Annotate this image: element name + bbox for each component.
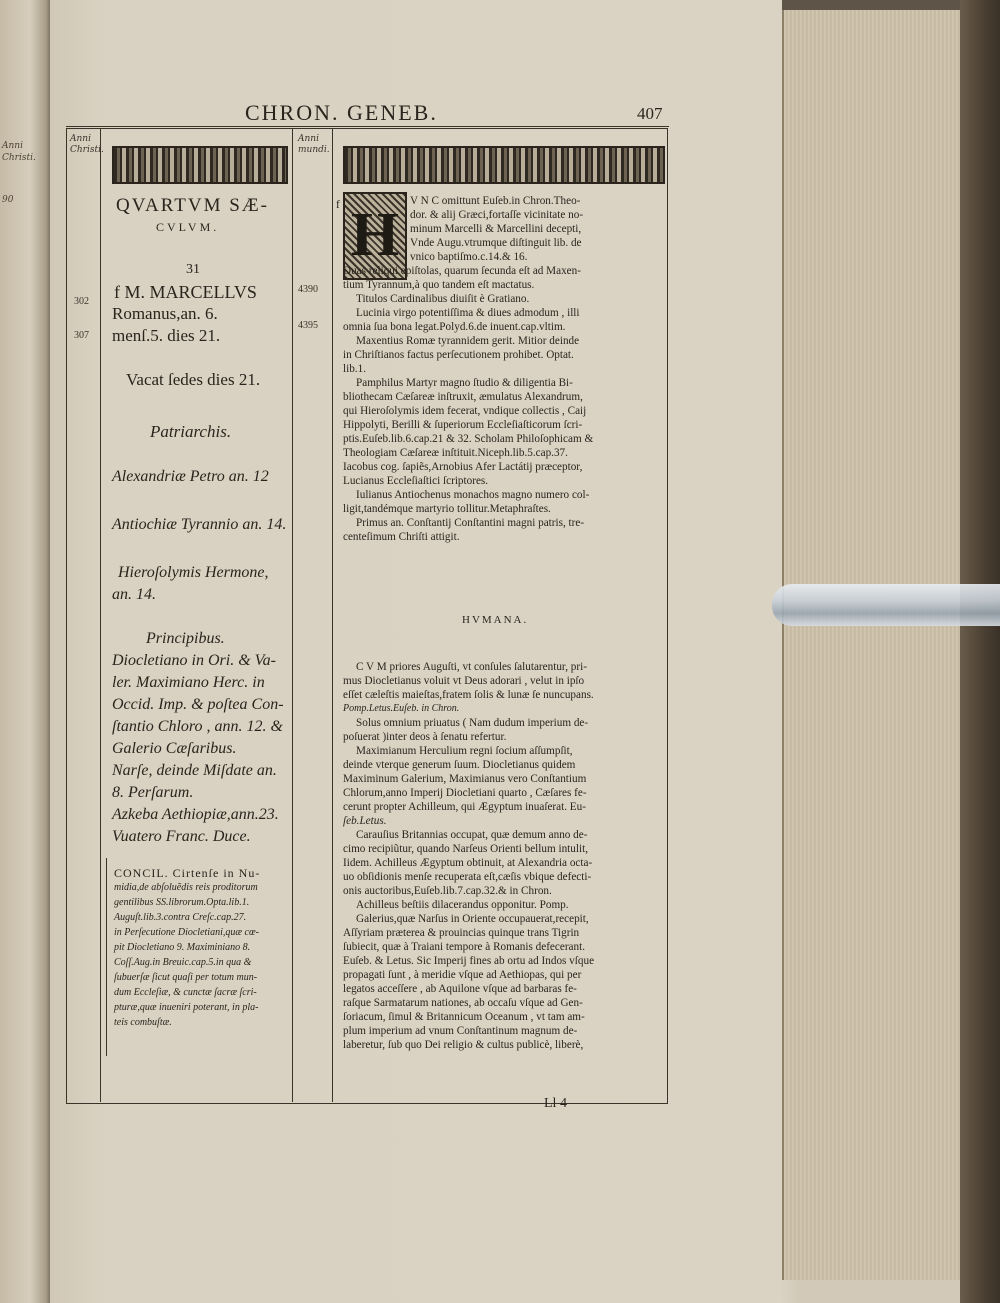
text-line: Maxentius Romæ tyrannidem gerit. Mitior deinde: [356, 335, 580, 347]
hierosolymis-line-1: Hieroſolymis Hermone,: [118, 564, 269, 581]
glass-bookmark: [772, 584, 1000, 626]
left-page-fragment: Anni Christi. 90: [2, 141, 36, 205]
principibus-line: Principibus.: [146, 630, 225, 647]
page-number: 407: [637, 104, 663, 123]
text-line: Maximianum Herculium regni ſocium aſſumpſit,: [356, 745, 573, 757]
text-line: Iulianus Antiochenus monachos magno numero col-: [356, 489, 590, 501]
text-line: bliothecam Cæſareæ inſtruxit, æmulatus Alexandrum,: [343, 391, 583, 403]
running-head: CHRON. GENEB.: [245, 100, 438, 125]
text-line: propagati ſunt , à meridie vſque ad Aethiopas, qui per: [343, 969, 582, 981]
text-line: Chlorum,anno Imperij Diocletiani quarto , Cæſares fe-: [343, 787, 587, 799]
text-line: Theologiam Cæſareæ inſtituit.Niceph.lib.5.cap.37.: [343, 447, 568, 459]
text-line: ſubiecit, quæ à Traiani tempore à Romanis defecerant.: [343, 941, 586, 953]
text-line: Primus an. Conſtantij Conſtantini magni patris, tre-: [356, 517, 585, 529]
text-line: Vnde Augu.vtrumque diſtinguit lib. de: [410, 237, 582, 249]
text-line: lib.1.: [343, 363, 366, 375]
pope-line-2: Romanus,an. 6.: [112, 304, 218, 323]
text-line: cerunt propter Achilleum, qui Ægyptum inuaſerat. Eu-: [343, 801, 586, 813]
margin-head-mundi: Anni mundi.: [298, 134, 330, 155]
pope-number: 31: [186, 262, 200, 277]
text-line: eſſet cæleſtis maieſtas,fratem ſolis & lunæ ſe nuncupans.: [343, 689, 594, 701]
hierosolymis-line-2: an. 14.: [112, 586, 156, 603]
text-line: qui Hieroſolymis idem fecerat, vndique collectis , Caij: [343, 405, 587, 417]
year-christi: 302: [74, 296, 89, 307]
text-line: raſque Sarmatarum nationes, ab occaſu vſque ad Gen-: [343, 997, 583, 1009]
text-line: cimo recipiũtur, quando Narſeus Orienti bellum intulit,: [343, 843, 588, 855]
text-line: deinde vterque generum ſuum. Diocletianus quidem: [343, 759, 576, 771]
principibus-line: ler. Maximiano Herc. in: [112, 674, 265, 691]
text-line: legatos acceſſere , ab Aquilone vſque ad barbaras fe-: [343, 983, 577, 995]
column-rule: [292, 128, 293, 1102]
century-title: QVARTVM SÆ-: [116, 195, 270, 216]
text-line: laberetur, ſub quo Dei religio & cultus publicè, liberè,: [343, 1039, 584, 1051]
principibus-line: ſtantio Chloro , ann. 12. &: [112, 718, 283, 735]
text-line: Titulos Cardinalibus diuiſit è Gratiano.: [356, 293, 530, 305]
century-title-2: CVLVM.: [156, 220, 220, 234]
text-line: Aſſyriam præterea & prouincias quinque trans Tigrin: [343, 927, 580, 939]
pope-line-1: f M. MARCELLVS: [114, 282, 257, 302]
text-line: Pamphilus Martyr magno ſtudio & diligentia Bi-: [356, 377, 573, 389]
text-line: V N C omittunt Euſeb.in Chron.Theo-: [410, 195, 581, 207]
pope-line-3: menſ.5. dies 21.: [112, 326, 221, 345]
text-line: minum Marcelli & Marcellini decepti,: [410, 223, 582, 235]
text-line: Achilleus beſtiis dilacerandus opponitur. Pomp.: [356, 899, 569, 911]
text-line: Lucianus Eccleſiaſtici ſcriptores.: [343, 475, 489, 487]
text-line: ligit,tandémque martyrio tollitur.Metaphraſtes.: [343, 503, 551, 515]
concil-line: CONCIL. Cirtenſe in Nu-: [114, 866, 261, 880]
principibus-line: Vuatero Franc. Duce.: [112, 828, 251, 845]
signature-mark: Ll 4: [544, 1096, 567, 1111]
concil-line: midia,de abſoluẽdis reis proditorum: [114, 882, 258, 893]
text-line: Pomp.Letus.Euſeb. in Chron.: [343, 703, 460, 714]
text-line: mus Diocletianus voluit vt Deus adorari , velut in ipſo: [343, 675, 585, 687]
vacat-line: Vacat ſedes dies 21.: [126, 370, 261, 389]
text-line: C V M priores Auguſti, vt conſules ſalutarentur, pri-: [356, 661, 587, 673]
principibus-line: Galerio Cæſaribus.: [112, 740, 237, 757]
text-line: Iacobus cog. ſapiẽs,Arnobius Afer Lactátij præceptor,: [343, 461, 583, 473]
text-line: poſuerat )inter deos à ſenatu refertur.: [343, 731, 507, 743]
text-line: ptis.Euſeb.lib.6.cap.21 & 32. Scholam Philoſophicam &: [343, 433, 594, 445]
principibus-line: Occid. Imp. & poſtea Con-: [112, 696, 284, 713]
ornament-left: [112, 146, 288, 184]
antiochia-line: Antiochiæ Tyrannio an. 14.: [112, 516, 287, 533]
text-line: onis auctoribus,Euſeb.lib.7.cap.32.& in Chron.: [343, 885, 552, 897]
text-line: Carauſius Britannias occupat, quæ demum anno de-: [356, 829, 588, 841]
text-line: ſoriacum, ſimul & Britannicum Oceanum , vt tam am-: [343, 1011, 585, 1023]
concil-line: dum Eccleſiæ, & cunctæ ſacræ ſcri-: [114, 987, 257, 998]
text-line: dor. & alij Græci,fortaſſe vicinitate no-: [410, 209, 584, 221]
principibus-line: Diocletiano in Ori. & Va-: [112, 652, 276, 669]
text-line: Iidem. Achilleus Ægyptum obtinuit, at Alexandria octa-: [343, 857, 593, 869]
concil-line: ſubuerſæ ſicut quaſi per totum mun-: [114, 972, 258, 983]
year-christi: 307: [74, 330, 89, 341]
patriarchis-heading: Patriarchis.: [150, 422, 232, 441]
margin-head-christi: Anni Christi.: [70, 134, 104, 155]
margin-rule-right: [332, 128, 333, 1102]
text-line: uo obſidionis menſe recuperata eſt,cæſis vbique defecti-: [343, 871, 592, 883]
principibus-line: Narſe, deinde Miſdate an.: [112, 762, 277, 779]
concil-line: in Perſecutione Diocletiani,quæ cœ-: [114, 927, 259, 938]
book-cover: [960, 0, 1000, 1303]
page-block-edge: [782, 10, 964, 1280]
concil-line: Coſſ.Aug.in Breuic.cap.5.in qua &: [114, 957, 252, 968]
concil-line: teis combuſtæ.: [114, 1017, 172, 1028]
text-line: Duas reliqui epiſtolas, quarum ſecunda eſt ad Maxen-: [343, 265, 581, 277]
text-line: ſeb.Letus.: [343, 815, 387, 827]
year-mundi: 4395: [298, 320, 318, 331]
text-line: Lucinia virgo potentiſſima & diues admodum , illi: [356, 307, 580, 319]
text-line: Solus omnium priuatus ( Nam dudum imperium de-: [356, 717, 589, 729]
concil-line: pturæ,quæ inueniri poterant, in pla-: [114, 1002, 259, 1013]
margin-rule-left: [100, 128, 101, 1102]
right-marker: f: [336, 199, 340, 211]
principibus-line: 8. Perſarum.: [112, 784, 194, 801]
top-rule: [66, 126, 669, 127]
year-mundi: 4390: [298, 284, 318, 295]
text-line: omnia ſua bona legat.Polyd.6.de inuent.cap.vltim.: [343, 321, 566, 333]
concil-line: gentilibus SS.librorum.Opta.lib.1.: [114, 897, 250, 908]
text-line: tium Tyrannum,à quo tandem eſt mactatus.: [343, 279, 535, 291]
alexandria-line: Alexandriæ Petro an. 12: [112, 468, 269, 485]
text-line: Galerius,quæ Narſus in Oriente occupauerat,recepit,: [356, 913, 589, 925]
text-line: Hippolyti, Berilli & ſuperiorum Eccleſiaſticorum ſcri-: [343, 419, 583, 431]
drop-cap-letter: H: [350, 201, 400, 269]
text-line: vnico baptiſmo.c.14.& 16.: [410, 251, 528, 263]
text-line: centeſimum Chriſti attigit.: [343, 531, 460, 543]
text-line: in Chriſtianos factus perſecutionem prohibet. Optat.: [343, 349, 574, 361]
concil-line: Auguſt.lib.3.contra Creſc.cap.27.: [114, 912, 247, 923]
text-line: Euſeb. & Letus. Sic Imperij fines ab ortu ad Indos vſque: [343, 955, 595, 967]
text-line: plum imperium ad vnum Conſtantinum magnum de-: [343, 1025, 578, 1037]
text-line: Maximinum Galerium, Maximianus vero Conſtantium: [343, 773, 587, 785]
ornament-right: [343, 146, 665, 184]
principibus-line: Azkeba Aethiopiæ,ann.23.: [112, 806, 279, 823]
concil-line: pit Diocletiano 9. Maximiniano 8.: [114, 942, 251, 953]
humana-heading: HVMANA.: [462, 614, 529, 626]
